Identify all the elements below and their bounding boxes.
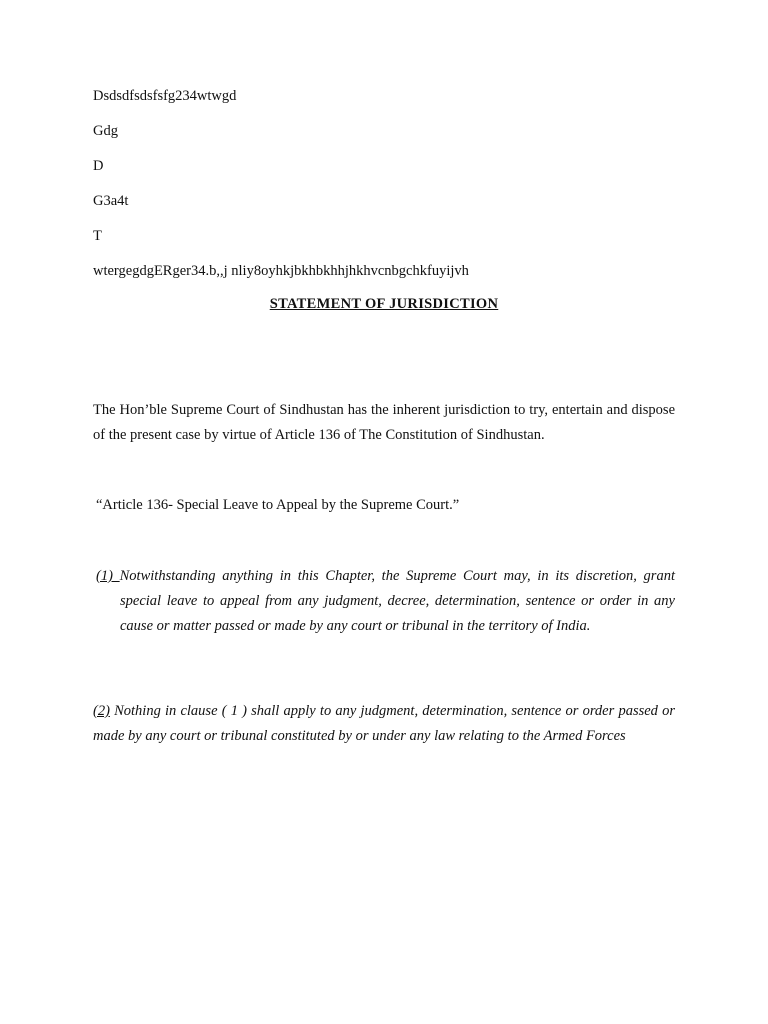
- clause-2: [93, 699, 675, 749]
- clause-1-number: (1): [96, 568, 120, 584]
- clause-2-number: (2): [93, 703, 110, 719]
- clause-1: [96, 564, 675, 639]
- header-line-6: wtergegdgERger34.b,,j nliy8oyhkjbkhbkhhjhkhvcnbgchkfuyijvh: [93, 263, 469, 279]
- header-line-1: Dsdsdfsdsfsfg234wtwgd: [93, 88, 237, 104]
- header-line-4: G3a4t: [93, 193, 129, 209]
- header-line-3: D: [93, 158, 104, 174]
- article-quote: “Article 136- Special Leave to Appeal by the Supreme Court.”: [96, 497, 460, 513]
- header-line-5: T: [93, 228, 102, 244]
- clause-1-text: Notwithstanding anything in this Chapter, the Supreme Court may, in its discretion, grant special leave to appeal from any judgment, decree, determination, sentence or order in any cause or matter passed or made by any court or tribunal in the territory of India.: [119, 568, 675, 634]
- clause-2-text: Nothing in clause ( 1 ) shall apply to any judgment, determination, sentence or order passed or made by any court or tribunal constituted by or under any law relating to the Armed Forces: [93, 703, 675, 744]
- section-heading: STATEMENT OF JURISDICTION: [269, 296, 499, 312]
- header-line-2: Gdg: [93, 123, 118, 139]
- intro-paragraph: The Hon’ble Supreme Court of Sindhustan has the inherent jurisdiction to try, entertain and dispose of the present case by virtue of Article 136 of The Constitution of Sindhustan.: [93, 402, 675, 443]
